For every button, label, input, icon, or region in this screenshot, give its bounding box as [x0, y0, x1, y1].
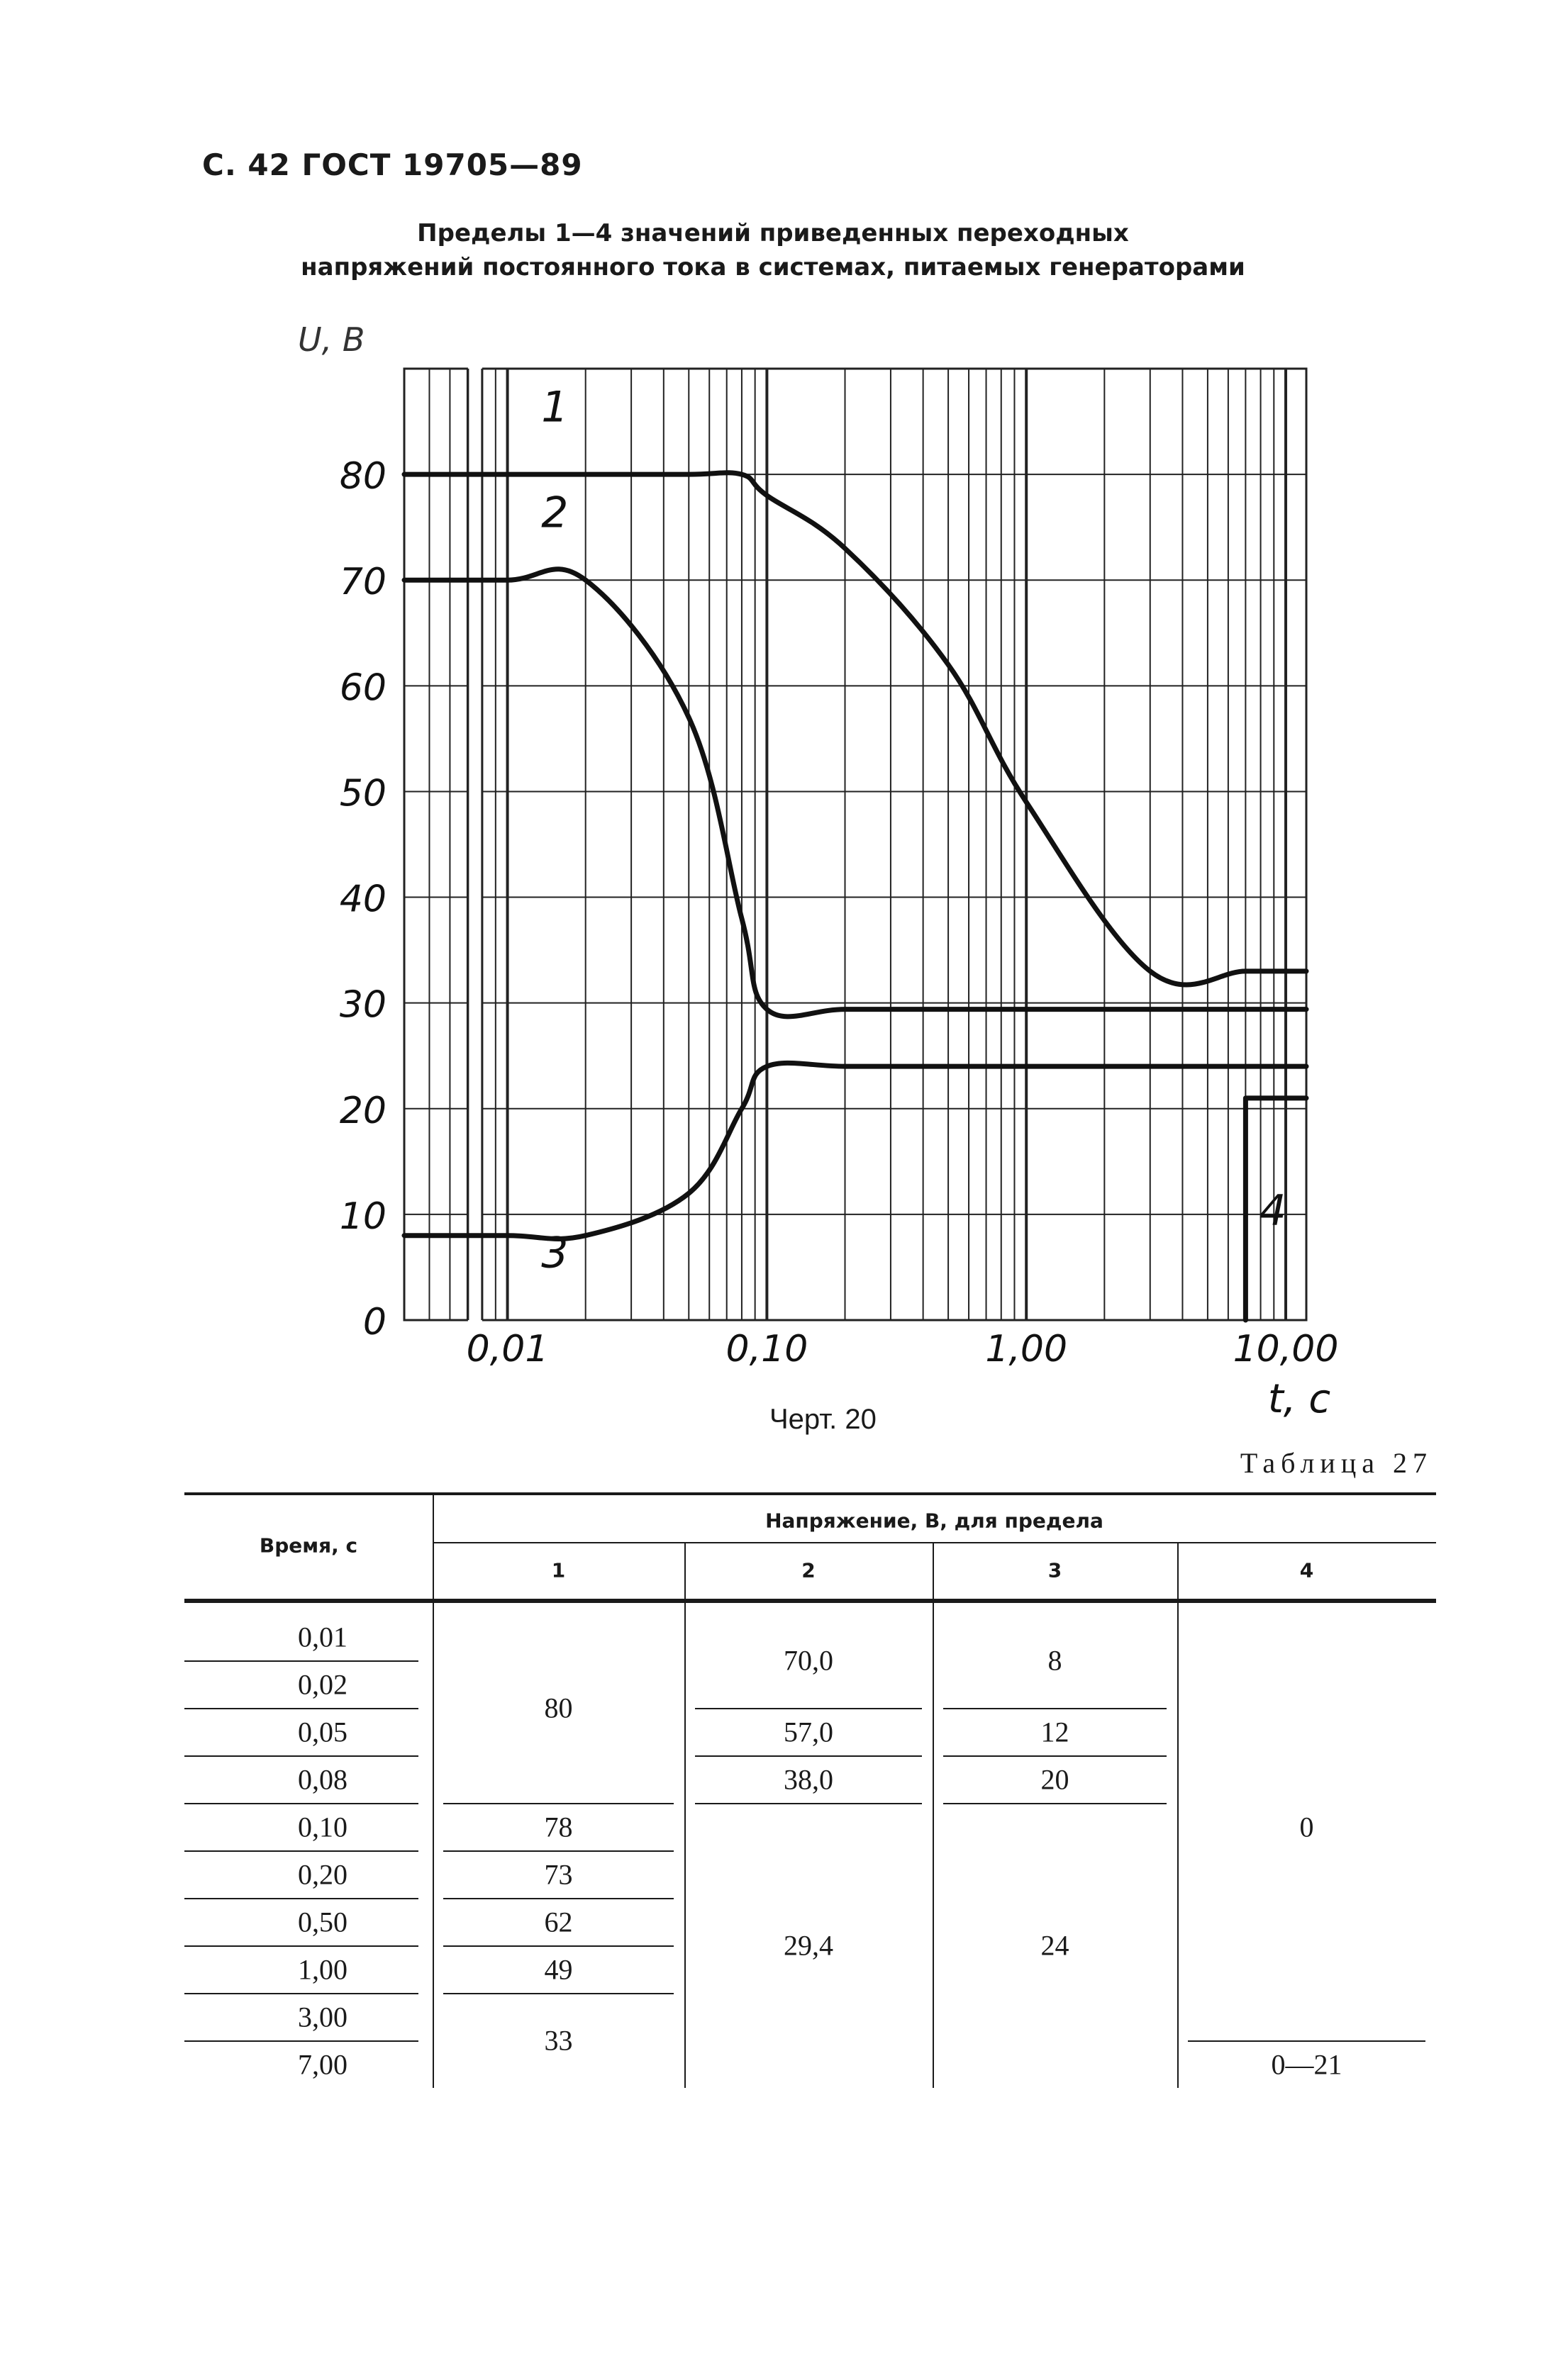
table-subheader-2: 2: [801, 1558, 816, 1582]
table-cell-rule: [443, 1898, 674, 1899]
table-row-rule: [184, 1850, 418, 1852]
figure-caption: Черт. 20: [769, 1404, 877, 1435]
y-tick-label: 10: [339, 1195, 386, 1238]
chart-title-line-1: Пределы 1—4 значений приведенных переходных: [417, 219, 1129, 247]
table-cell-limit4: 0: [1299, 1811, 1314, 1843]
x-tick-label: 0,10: [725, 1328, 808, 1370]
table-cell-limit1: 78: [544, 1811, 573, 1843]
y-axis-label: U, В: [298, 320, 365, 359]
table-cell-limit1: 73: [544, 1858, 573, 1890]
table-cell-time: 0,05: [298, 1716, 347, 1748]
table-cell-limit4: 0—21: [1271, 2048, 1342, 2080]
table-cell-limit3: 12: [1040, 1716, 1069, 1748]
axis-break-gap: [468, 364, 482, 1324]
table-header-bottom-rule: [184, 1599, 1436, 1603]
table-row-rule: [184, 1708, 418, 1709]
x-axis-label: t, с: [1267, 1376, 1331, 1422]
table-col-divider: [433, 1492, 434, 2088]
table-header-voltage: Напряжение, В, для предела: [765, 1509, 1103, 1533]
chart-grid: [404, 364, 1306, 1324]
table-subheader-1: 1: [551, 1558, 566, 1582]
table-header-rule: [433, 1542, 1436, 1543]
table-cell-limit1: 62: [544, 1906, 573, 1938]
x-tick-label: 10,00: [1233, 1328, 1339, 1370]
table-cell-rule: [1188, 2040, 1425, 2042]
x-tick-label: 1,00: [985, 1328, 1068, 1370]
table-cell-limit3: 20: [1040, 1763, 1069, 1795]
y-tick-label: 40: [339, 878, 386, 921]
table-cell-time: 0,08: [298, 1763, 347, 1795]
y-tick-label: 20: [339, 1089, 386, 1132]
table-cell-time: 3,00: [298, 2001, 347, 2033]
series-label-1: 1: [541, 382, 569, 432]
table-row-rule: [184, 1660, 418, 1662]
table-cell-time: 0,50: [298, 1906, 347, 1938]
table-cell-time: 0,10: [298, 1811, 347, 1843]
chart-series: [404, 473, 1306, 1320]
table-cell-rule: [443, 1945, 674, 1947]
table-row-rule: [184, 1803, 418, 1804]
table-col-divider: [684, 1542, 686, 2088]
table-row-rule: [184, 2040, 418, 2042]
y-tick-label: 50: [339, 772, 386, 815]
series-line-2: [404, 569, 1306, 1017]
plot-frame: [404, 369, 1306, 1320]
page-header: С. 42 ГОСТ 19705—89: [202, 147, 583, 182]
table-cell-limit2: 70,0: [784, 1644, 833, 1677]
table-header-time: Время, с: [259, 1533, 358, 1558]
table-cell-time: 0,02: [298, 1668, 347, 1700]
table-cell-limit2: 29,4: [784, 1929, 833, 1962]
table-cell-limit1: 49: [544, 1953, 573, 1985]
x-tick-label: 0,01: [466, 1328, 549, 1370]
table-cell-time: 0,01: [298, 1621, 347, 1653]
table-label: Таблица 27: [1240, 1447, 1433, 1479]
y-tick-label: 30: [339, 983, 386, 1027]
table-cell-time: 7,00: [298, 2048, 347, 2080]
table-cell-limit1: 80: [544, 1692, 573, 1724]
table-cell-rule: [443, 1850, 674, 1852]
table-cell-rule: [943, 1803, 1167, 1804]
y-tick-label: 80: [339, 455, 386, 498]
table-cell-rule: [695, 1708, 922, 1709]
table-cell-rule: [695, 1755, 922, 1757]
table-cell-limit1: 33: [544, 2024, 573, 2057]
table-cell-limit3: 24: [1040, 1929, 1069, 1962]
table-subheader-4: 4: [1299, 1558, 1314, 1582]
series-line-1: [404, 473, 1306, 985]
series-label-2: 2: [541, 488, 569, 538]
series-label-4: 4: [1259, 1185, 1286, 1236]
table-row-rule: [184, 1993, 418, 1994]
table-cell-rule: [943, 1708, 1167, 1709]
table-cell-limit2: 57,0: [784, 1716, 833, 1748]
table-cell-rule: [695, 1803, 922, 1804]
chart-title-line-2: напряжений постоянного тока в системах, питаемых генераторами: [301, 253, 1245, 281]
table-cell-time: 0,20: [298, 1858, 347, 1890]
table-cell-rule: [443, 1803, 674, 1804]
series-label-3: 3: [541, 1228, 569, 1278]
table-row-rule: [184, 1898, 418, 1899]
table-top-rule: [184, 1492, 1436, 1495]
table-cell-rule: [943, 1755, 1167, 1757]
table-row-rule: [184, 1755, 418, 1757]
series-line-3: [404, 1063, 1306, 1239]
table-cell-time: 1,00: [298, 1953, 347, 1985]
y-tick-label: 70: [339, 561, 386, 604]
table-subheader-3: 3: [1047, 1558, 1062, 1582]
table-cell-limit2: 38,0: [784, 1763, 833, 1795]
table-cell-rule: [443, 1993, 674, 1994]
table-row-rule: [184, 1945, 418, 1947]
y-tick-label: 0: [362, 1301, 386, 1343]
y-tick-label: 60: [339, 666, 386, 710]
table-col-divider: [1177, 1542, 1179, 2088]
table-cell-limit3: 8: [1047, 1644, 1062, 1677]
table-col-divider: [933, 1542, 934, 2088]
